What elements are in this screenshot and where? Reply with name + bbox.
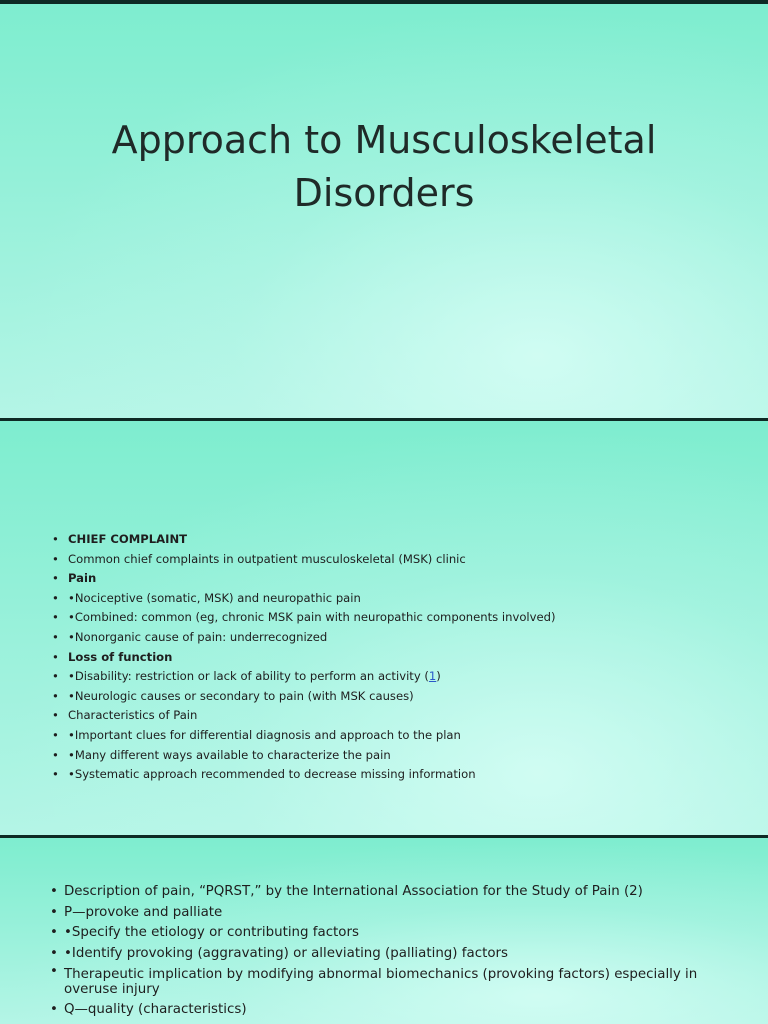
bullet-text: Therapeutic implication by modifying abnormal biomechanics (provoking factors) especially in overuse injury <box>64 967 698 998</box>
bullet-text: •Neurologic causes or secondary to pain (with MSK causes) <box>68 688 414 703</box>
bullet-item <box>52 628 732 648</box>
slide-pqrst <box>0 838 768 1024</box>
slide-title-heading: Approach to Musculoskeletal Disorders <box>111 118 657 215</box>
bullet-text: •Nociceptive (somatic, MSK) and neuropathic pain <box>68 590 361 605</box>
bullet-item <box>52 608 732 628</box>
bullet-dot-icon: • <box>52 747 59 762</box>
bullet-dot-icon: • <box>52 649 59 664</box>
bullet-item <box>52 687 732 707</box>
bullet-text: •Disability: restriction or lack of ability to perform an activity ( <box>68 669 429 684</box>
chief-complaint-bullet-list <box>52 530 732 785</box>
bullet-dot-icon: • <box>52 727 59 742</box>
bullet-text: Characteristics of Pain <box>68 708 198 723</box>
bullet-item <box>50 882 740 903</box>
bullet-dot-icon: • <box>52 551 59 566</box>
reference-link[interactable]: 1 <box>428 669 437 684</box>
bullet-item <box>52 667 732 687</box>
bullet-text: •Specify the etiology or contributing factors <box>64 925 359 941</box>
bullet-text-closing: ) <box>436 669 441 684</box>
bullet-text: •Combined: common (eg, chronic MSK pain with neuropathic components involved) <box>68 610 556 625</box>
bullet-dot-icon: • <box>50 1002 58 1018</box>
bullet-dot-icon: • <box>50 964 58 980</box>
bullet-item <box>50 944 740 965</box>
bullet-item <box>50 923 740 944</box>
bullet-dot-icon: • <box>52 767 59 782</box>
bullet-dot-icon: • <box>52 590 59 605</box>
bullet-text: •Important clues for differential diagnosis and approach to the plan <box>68 727 461 742</box>
bullet-dot-icon: • <box>52 688 59 703</box>
bullet-text: Loss of function <box>68 649 173 664</box>
bullet-item <box>52 706 732 726</box>
bullet-dot-icon: • <box>52 669 59 684</box>
bullet-dot-icon: • <box>52 629 59 644</box>
bullet-dot-icon: • <box>52 571 59 586</box>
bullet-item <box>50 964 740 1000</box>
bullet-text: •Systematic approach recommended to decrease missing information <box>68 767 476 782</box>
bullet-text: Common chief complaints in outpatient musculoskeletal (MSK) clinic <box>68 551 466 566</box>
bullet-text: •Nonorganic cause of pain: underrecognized <box>68 629 328 644</box>
bullet-dot-icon: • <box>52 532 59 546</box>
bullet-item <box>50 1000 740 1021</box>
bullet-item <box>52 550 732 570</box>
bullet-text: P—provoke and palliate <box>64 904 223 920</box>
bullet-item <box>52 765 732 785</box>
bullet-item <box>52 589 732 609</box>
pqrst-bullet-list <box>50 882 740 1021</box>
bullet-text: CHIEF COMPLAINT <box>68 532 188 546</box>
bullet-item <box>52 569 732 589</box>
bullet-text: Pain <box>68 571 97 586</box>
bullet-item <box>52 746 732 766</box>
bullet-text: •Identify provoking (aggravating) or alleviating (palliating) factors <box>64 945 508 961</box>
bullet-item <box>52 726 732 746</box>
bullet-text: Q—quality (characteristics) <box>64 1002 247 1018</box>
bullet-text: •Many different ways available to characterize the pain <box>68 747 391 762</box>
bullet-dot-icon: • <box>52 708 59 723</box>
bullet-dot-icon: • <box>50 945 58 961</box>
slide-title <box>0 4 768 418</box>
bullet-item <box>52 648 732 668</box>
bullet-item <box>52 530 732 550</box>
bullet-dot-icon: • <box>52 610 59 625</box>
slide-chief-complaint <box>0 421 768 835</box>
bullet-dot-icon: • <box>50 925 58 941</box>
bullet-dot-icon: • <box>50 904 58 920</box>
bullet-dot-icon: • <box>50 884 58 899</box>
bullet-text: Description of pain, “PQRST,” by the International Association for the Study of Pain (2) <box>64 884 643 899</box>
bullet-item <box>50 903 740 924</box>
